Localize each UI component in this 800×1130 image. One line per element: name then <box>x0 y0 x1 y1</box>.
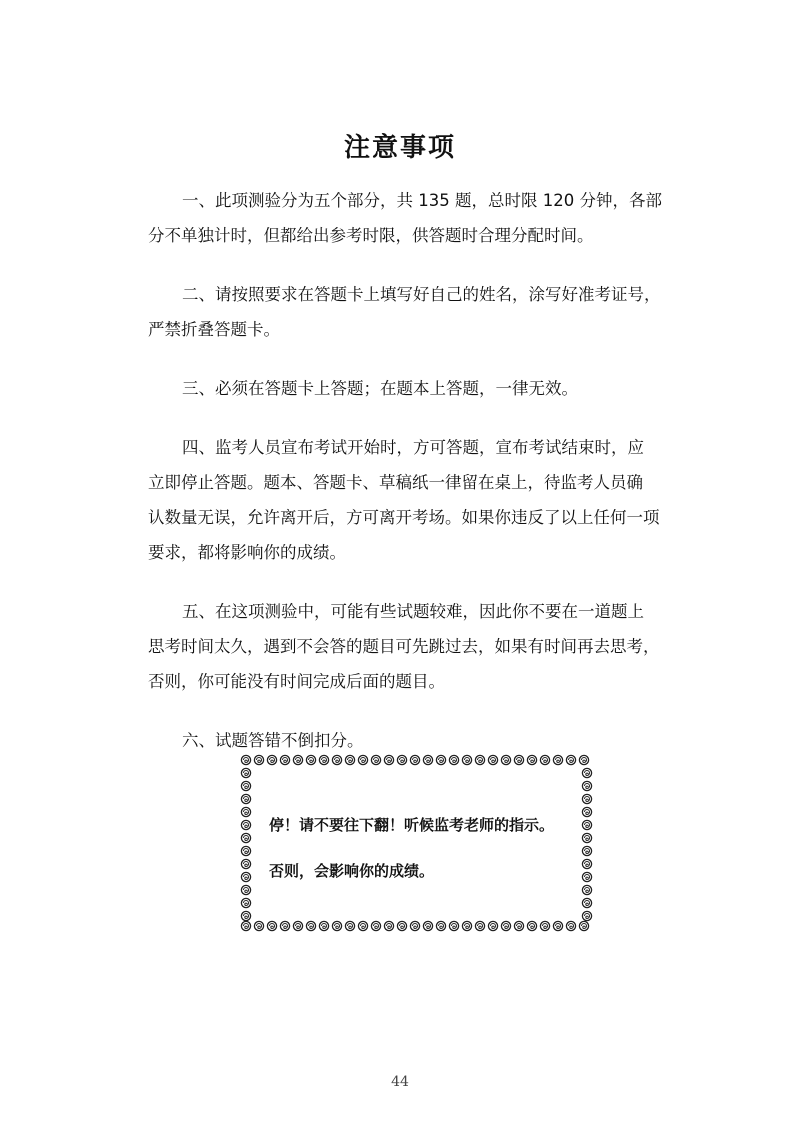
notice-line: 一、此项测验分为五个部分，共 135 题，总时限 120 分钟，各部 <box>182 191 662 210</box>
border-swirl <box>241 846 250 855</box>
border-swirl <box>582 833 591 842</box>
border-swirl <box>410 921 419 930</box>
border-swirl <box>241 794 250 803</box>
border-swirl <box>475 755 484 764</box>
notice-item-4 <box>148 430 688 570</box>
border-swirl <box>306 921 315 930</box>
border-swirl <box>306 755 315 764</box>
border-swirl <box>488 755 497 764</box>
border-swirl <box>241 885 250 894</box>
notice-line: 分不单独计时，但都给出参考时限，供答题时合理分配时间。 <box>148 226 594 245</box>
border-swirl <box>332 755 341 764</box>
border-swirl <box>582 846 591 855</box>
border-swirl <box>582 898 591 907</box>
border-swirl <box>241 921 250 930</box>
border-swirl <box>267 921 276 930</box>
border-swirl <box>397 921 406 930</box>
border-swirl <box>579 921 588 930</box>
border-swirl <box>358 755 367 764</box>
border-swirl <box>462 755 471 764</box>
border-swirl <box>582 859 591 868</box>
border-swirl <box>241 781 250 790</box>
page-title: 注意事项 <box>343 133 456 163</box>
border-swirl <box>553 755 562 764</box>
border-swirl <box>488 921 497 930</box>
border-swirl <box>566 921 575 930</box>
border-swirl <box>280 921 289 930</box>
border-swirl <box>501 921 510 930</box>
border-swirl <box>462 921 471 930</box>
border-swirl <box>280 755 289 764</box>
border-swirl <box>241 911 250 920</box>
border-swirl <box>241 872 250 881</box>
notice-line: 四、监考人员宣布考试开始时，方可答题，宣布考试结束时，应 <box>182 438 644 457</box>
notice-line: 要求，都将影响你的成绩。 <box>148 543 346 562</box>
border-swirl <box>475 921 484 930</box>
border-swirl <box>582 781 591 790</box>
border-swirl <box>423 755 432 764</box>
border-swirl <box>582 807 591 816</box>
border-swirl <box>582 872 591 881</box>
border-swirl <box>514 755 523 764</box>
border-swirl <box>371 921 380 930</box>
border-swirl <box>514 921 523 930</box>
border-swirl <box>423 921 432 930</box>
border-swirl <box>449 921 458 930</box>
border-swirl <box>293 921 302 930</box>
border-swirl <box>579 755 588 764</box>
border-swirl <box>358 921 367 930</box>
notice-line: 六、试题答错不倒扣分。 <box>182 731 364 750</box>
border-swirl <box>436 755 445 764</box>
border-swirl <box>527 921 536 930</box>
border-swirl <box>254 755 263 764</box>
border-swirl <box>241 807 250 816</box>
notice-line: 立即停止答题。题本、答题卡、草稿纸一律留在桌上，待监考人员确 <box>148 473 643 492</box>
border-swirl <box>449 755 458 764</box>
border-swirl <box>397 755 406 764</box>
border-swirl <box>267 755 276 764</box>
border-swirl <box>410 755 419 764</box>
border-swirl <box>345 755 354 764</box>
page-number: 44 <box>391 1074 409 1090</box>
border-swirl <box>371 755 380 764</box>
border-swirl <box>553 921 562 930</box>
border-swirl <box>436 921 445 930</box>
border-swirl <box>582 768 591 777</box>
notice-line: 严禁折叠答题卡。 <box>148 320 280 339</box>
border-swirl <box>319 921 328 930</box>
notice-item-2 <box>148 277 688 347</box>
border-swirl <box>540 755 549 764</box>
border-swirl <box>332 921 341 930</box>
notice-line: 认数量无误，允许离开后，方可离开考场。如果你违反了以上任何一项 <box>148 508 660 527</box>
stop-warning-box <box>238 752 595 934</box>
border-swirl <box>241 859 250 868</box>
border-swirl <box>527 755 536 764</box>
border-swirl <box>241 898 250 907</box>
notice-line: 五、在这项测验中，可能有些试题较难，因此你不要在一道题上 <box>182 602 644 621</box>
border-swirl <box>582 820 591 829</box>
notice-line: 否则，你可能没有时间完成后面的题目。 <box>148 672 445 691</box>
border-swirl <box>501 755 510 764</box>
border-swirl <box>582 885 591 894</box>
notice-line: 二、请按照要求在答题卡上填写好自己的姓名，涂写好准考证号， <box>182 285 661 304</box>
stop-warning-line: 停！请不要往下翻！听候监考老师的指示。 <box>269 816 555 834</box>
border-swirl <box>254 921 263 930</box>
border-swirl <box>566 755 575 764</box>
border-swirl <box>582 911 591 920</box>
notice-item-5 <box>148 594 688 699</box>
notice-item-1 <box>148 183 688 253</box>
border-swirl <box>241 768 250 777</box>
border-swirl <box>384 755 393 764</box>
notice-list <box>148 183 688 782</box>
border-swirl <box>540 921 549 930</box>
border-swirl <box>241 755 250 764</box>
border-swirl <box>582 794 591 803</box>
stop-warning-note: 否则，会影响你的成绩。 <box>269 862 435 880</box>
notice-line: 思考时间太久，遇到不会答的题目可先跳过去，如果有时间再去思考， <box>148 637 660 656</box>
border-swirl <box>241 820 250 829</box>
border-swirl <box>384 921 393 930</box>
border-swirl <box>241 833 250 842</box>
notice-line: 三、必须在答题卡上答题；在题本上答题，一律无效。 <box>182 379 578 398</box>
notice-item-3 <box>148 371 688 406</box>
border-swirl <box>293 755 302 764</box>
border-swirl <box>319 755 328 764</box>
border-swirl <box>345 921 354 930</box>
